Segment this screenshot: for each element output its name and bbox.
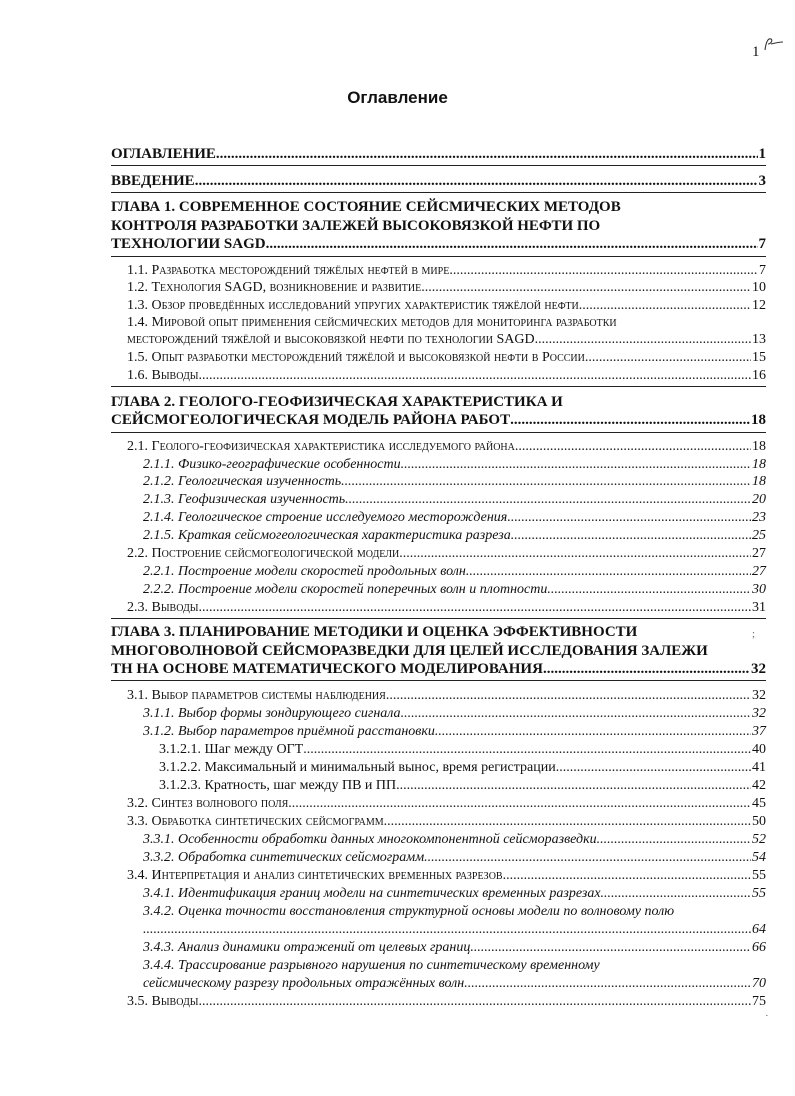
toc-entry-title: 3.1.2.1. Шаг между ОГТ — [159, 742, 304, 757]
toc-entry-oglavlenie[interactable] — [111, 146, 766, 163]
toc-entry-page: 18 — [752, 457, 766, 472]
toc-entry-1-4[interactable] — [127, 331, 766, 348]
toc-entry-title: 3.5. Выводы — [127, 994, 199, 1009]
toc-entry-2-2-1[interactable] — [143, 563, 766, 580]
toc-entry-2-3[interactable] — [127, 599, 766, 616]
chapter-3-line-2: МНОГОВОЛНОВОЙ СЕЙСМОРАЗВЕДКИ ДЛЯ ЦЕЛЕЙ ИССЛЕДОВАНИЯ ЗАЛЕЖИ — [111, 643, 708, 659]
page-number: 1 — [752, 44, 760, 60]
toc-entry-title: месторождений тяжёлой и высоковязкой нефти по технологии SAGD — [127, 332, 535, 347]
toc-entry-page: 25 — [752, 528, 766, 543]
toc-entry-3-3-1[interactable] — [143, 831, 766, 848]
toc-entry-page: 7 — [758, 236, 766, 252]
toc-entry-chapter-1[interactable] — [111, 236, 766, 253]
toc-entry-page: 55 — [752, 886, 766, 901]
toc-entry-title: 1.2. Технология SAGD, возникновение и развитие — [127, 280, 422, 295]
toc-entry-title: 2.1.2. Геологическая изученность — [143, 474, 342, 489]
toc-entry-page: 70 — [752, 976, 766, 991]
toc-entry-3-5[interactable] — [127, 993, 766, 1010]
pen-mark-icon — [762, 36, 784, 52]
toc-entry-title: 2.1.4. Геологическое строение исследуемого месторождения — [143, 510, 508, 525]
toc-entry-2-1-2[interactable] — [143, 473, 766, 490]
toc-entry-page: 1 — [758, 146, 766, 162]
toc-entry-2-1-1[interactable] — [143, 456, 766, 473]
toc-entry-1-2[interactable] — [127, 279, 766, 296]
toc-entry-1-4-line-1: 1.4. Мировой опыт применения сейсмических методов для мониторинга разработки — [127, 315, 617, 330]
toc-entry-title: 2.2.2. Построение модели скоростей поперечных волн и плотности — [143, 582, 548, 597]
toc-entry-page: 27 — [752, 564, 766, 579]
toc-entry-title: 1.1. Разработка месторождений тяжёлых нефтей в мире — [127, 263, 450, 278]
toc-entry-1-5[interactable] — [127, 349, 766, 366]
toc-entry-title: 1.3. Обзор проведённых исследований упругих характеристик тяжёлой нефти — [127, 298, 579, 313]
toc-entry-1-6[interactable] — [127, 367, 766, 384]
toc-entry-title: 3.1. Выбор параметров системы наблюдения — [127, 688, 386, 703]
toc-entry-page: 31 — [752, 600, 766, 615]
toc-entry-chapter-2[interactable] — [111, 412, 766, 429]
toc-entry-title: ВВЕДЕНИЕ — [111, 173, 195, 189]
toc-entry-page: 52 — [752, 832, 766, 847]
toc-entry-title: 3.1.2.3. Кратность, шаг между ПВ и ПП — [159, 778, 397, 793]
toc-entry-3-4-1[interactable] — [143, 885, 766, 902]
toc-entry-page: 32 — [752, 688, 766, 703]
toc-entry-page: 7 — [759, 263, 766, 278]
toc-entry-title: 2.2.1. Построение модели скоростей продольных волн — [143, 564, 466, 579]
toc-entry-2-1-4[interactable] — [143, 509, 766, 526]
toc-entry-title: 1.5. Опыт разработки месторождений тяжёлой и высоковязкой нефти в России — [127, 350, 585, 365]
toc-entry-page: 40 — [752, 742, 766, 757]
toc-entry-3-4-4[interactable] — [143, 975, 766, 992]
toc-entry-title: 3.1.1. Выбор формы зондирующего сигнала — [143, 706, 401, 721]
chapter-2-line-1: ГЛАВА 2. ГЕОЛОГО-ГЕОФИЗИЧЕСКАЯ ХАРАКТЕРИСТИКА И — [111, 394, 563, 410]
toc-entry-2-1[interactable] — [127, 438, 766, 455]
toc-entry-title: 2.1.3. Геофизическая изученность — [143, 492, 346, 507]
scan-speck: · — [765, 1010, 769, 1022]
toc-entry-title: СЕЙСМОГЕОЛОГИЧЕСКАЯ МОДЕЛЬ РАЙОНА РАБОТ — [111, 412, 511, 428]
toc-entry-page: 50 — [752, 814, 766, 829]
toc-entry-title: 3.4. Интерпретация и анализ синтетических временных разрезов — [127, 868, 503, 883]
toc-entry-page: 16 — [752, 368, 766, 383]
toc-entry-2-2-2[interactable] — [143, 581, 766, 598]
toc-entry-title: 2.1.5. Краткая сейсмогеологическая характеристика разреза — [143, 528, 511, 543]
toc-entry-page: 18 — [752, 474, 766, 489]
toc-entry-page: 42 — [752, 778, 766, 793]
toc-entry-page: 18 — [752, 439, 766, 454]
toc-entry-page: 23 — [752, 510, 766, 525]
toc-entry-page: 15 — [752, 350, 766, 365]
toc-entry-3-1-1[interactable] — [143, 705, 766, 722]
toc-entry-title: 2.1.1. Физико-географические особенности — [143, 457, 401, 472]
toc-entry-3-4-2[interactable] — [143, 921, 766, 938]
toc-entry-page: 30 — [752, 582, 766, 597]
toc-entry-title: 3.1.2.2. Максимальный и минимальный вынос, время регистрации — [159, 760, 556, 775]
toc-entry-title: 3.3. Обработка синтетических сейсмограмм — [127, 814, 384, 829]
toc-entry-page: 13 — [752, 332, 766, 347]
toc-entry-2-1-5[interactable] — [143, 527, 766, 544]
page-title: Оглавление — [347, 88, 448, 107]
toc-entry-vvedenie[interactable] — [111, 173, 766, 190]
chapter-1-line-2: КОНТРОЛЯ РАЗРАБОТКИ ЗАЛЕЖЕЙ ВЫСОКОВЯЗКОЙ НЕФТИ ПО — [111, 218, 601, 234]
toc-entry-title: 1.6. Выводы — [127, 368, 199, 383]
toc-entry-title: ТН НА ОСНОВЕ МАТЕМАТИЧЕСКОГО МОДЕЛИРОВАНИЯ — [111, 661, 543, 677]
toc-entry-title: 2.3. Выводы — [127, 600, 199, 615]
toc-entry-title: 3.4.3. Анализ динамики отражений от целевых границ — [143, 940, 471, 955]
toc-entry-page: 10 — [752, 280, 766, 295]
toc-entry-page: 64 — [752, 922, 766, 937]
toc-entry-page: 27 — [752, 546, 766, 561]
toc-entry-page: 75 — [752, 994, 766, 1009]
toc-entry-page: 55 — [752, 868, 766, 883]
toc-entry-title: сейсмическому разрезу продольных отражённых волн — [143, 976, 465, 991]
toc-entry-title: 3.2. Синтез волнового поля — [127, 796, 289, 811]
toc-entry-title: 3.1.2. Выбор параметров приёмной расстановки — [143, 724, 435, 739]
toc-entry-title: 3.3.2. Обработка синтетических сейсмограмм — [143, 850, 425, 865]
toc-entry-1-3[interactable] — [127, 297, 766, 314]
toc-entry-page: 3 — [758, 173, 766, 189]
toc-entry-title: 2.2. Построение сейсмогеологической модели — [127, 546, 400, 561]
toc-entry-page: 45 — [752, 796, 766, 811]
toc-entry-3-2[interactable] — [127, 795, 766, 812]
toc-entry-3-4-4-line-1: 3.4.4. Трассирование разрывного нарушения по синтетическому временному — [143, 958, 600, 973]
toc-entry-page: 12 — [752, 298, 766, 313]
scan-speck: ; — [752, 628, 756, 640]
toc-entry-page: 32 — [751, 661, 766, 677]
toc-entry-page: 18 — [751, 412, 766, 428]
toc-entry-page: 54 — [752, 850, 766, 865]
toc-entry-3-3[interactable] — [127, 813, 766, 830]
toc-entry-3-3-2[interactable] — [143, 849, 766, 866]
toc-entry-title: ТЕХНОЛОГИИ SAGD — [111, 236, 266, 252]
toc-entry-title: ОГЛАВЛЕНИЕ — [111, 146, 216, 162]
toc-entry-3-1-2-1[interactable] — [159, 741, 766, 758]
toc-entry-page: 32 — [752, 706, 766, 721]
toc-entry-1-1[interactable] — [127, 262, 766, 279]
toc-entry-3-1-2[interactable] — [143, 723, 766, 740]
toc-entry-3-1-2-3[interactable] — [159, 777, 766, 794]
chapter-1-line-1: ГЛАВА 1. СОВРЕМЕННОЕ СОСТОЯНИЕ СЕЙСМИЧЕСКИХ МЕТОДОВ — [111, 199, 621, 215]
toc-entry-3-4[interactable] — [127, 867, 766, 884]
toc-entry-3-1[interactable] — [127, 687, 766, 704]
toc-entry-title: 3.4.1. Идентификация границ модели на синтетических временных разрезах — [143, 886, 601, 901]
toc-entry-2-2[interactable] — [127, 545, 766, 562]
toc-entry-chapter-3[interactable] — [111, 661, 766, 678]
toc-entry-2-1-3[interactable] — [143, 491, 766, 508]
toc-entry-3-4-3[interactable] — [143, 939, 766, 956]
toc-entry-page: 20 — [752, 492, 766, 507]
toc-entry-page: 41 — [752, 760, 766, 775]
toc-entry-title: 3.3.1. Особенности обработки данных многокомпонентной сейсморазведки — [143, 832, 597, 847]
toc-entry-page: 66 — [752, 940, 766, 955]
chapter-3-line-1: ГЛАВА 3. ПЛАНИРОВАНИЕ МЕТОДИКИ И ОЦЕНКА ЭФФЕКТИВНОСТИ — [111, 624, 638, 640]
toc-entry-title: 2.1. Геолого-геофизическая характеристика исследуемого района — [127, 439, 515, 454]
toc-entry-3-4-2-line-1: 3.4.2. Оценка точности восстановления структурной основы модели по волновому полю — [143, 904, 675, 919]
toc-entry-3-1-2-2[interactable] — [159, 759, 766, 776]
toc-entry-page: 37 — [752, 724, 766, 739]
